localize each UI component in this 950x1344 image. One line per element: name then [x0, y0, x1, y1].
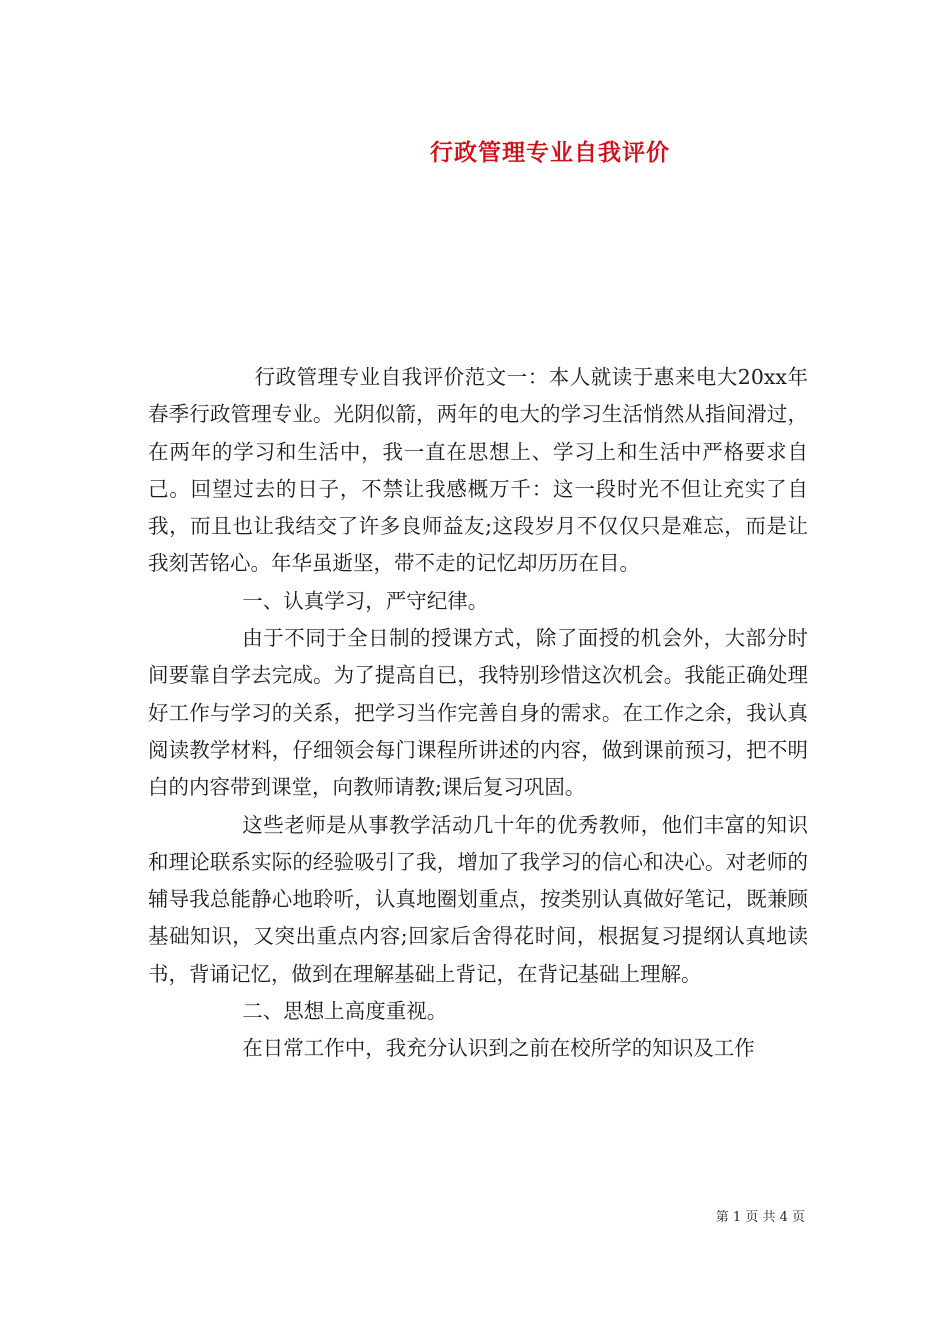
document-title: 行政管理专业自我评价 [430, 139, 670, 166]
page-footer: 第 1 页 共 4 页 [715, 1210, 805, 1225]
paragraph-study: 由于不同于全日制的授课方式，除了面授的机会外，大部分时间要靠自学去完成。为了提高自已，我特别珍惜这次机会。我能正确处理好工作与学习的关系，把学习当作完善自身的需求。在工作之余，我认真阅读教学材料，仔细领会每门课程所讲述的内容，做到课前预习，把不明白的内容带到课堂，向教师请教;课后复习巩固。 [148, 626, 808, 800]
paragraph-work: 在日常工作中，我充分认识到之前在校所学的知识及工作 [242, 1036, 755, 1061]
section-heading-2: 二、思想上高度重视。 [242, 999, 448, 1024]
paragraph-intro: 行政管理专业自我评价范文一：本人就读于惠来电大20xx年春季行政管理专业。光阴似箭，两年的电大的学习生活悄然从指间滑过，在两年的学习和生活中，我一直在思想上、学习上和生活中严格要求自己。回望过去的日子，不禁让我感概万千：这一段时光不但让充实了自我，而且也让我结交了许多良师益友;这段岁月不仅仅只是难忘，而是让我刻苦铭心。年华虽逝坚，带不走的记忆却历历在目。 [148, 365, 808, 576]
section-heading-1: 一、认真学习，严守纪律。 [242, 588, 489, 613]
document-body [148, 359, 808, 1068]
paragraph-teachers: 这些老师是从事教学活动几十年的优秀教师，他们丰富的知识和理论联系实际的经验吸引了我，增加了我学习的信心和决心。对老师的辅导我总能静心地聆听，认真地圈划重点，按类别认真做好笔记，既兼顾基础知识，又突出重点内容;回家后舍得花时间，根据复习提纲认真地读书，背诵记忆，做到在理解基础上背记，在背记基础上理解。 [148, 812, 808, 986]
